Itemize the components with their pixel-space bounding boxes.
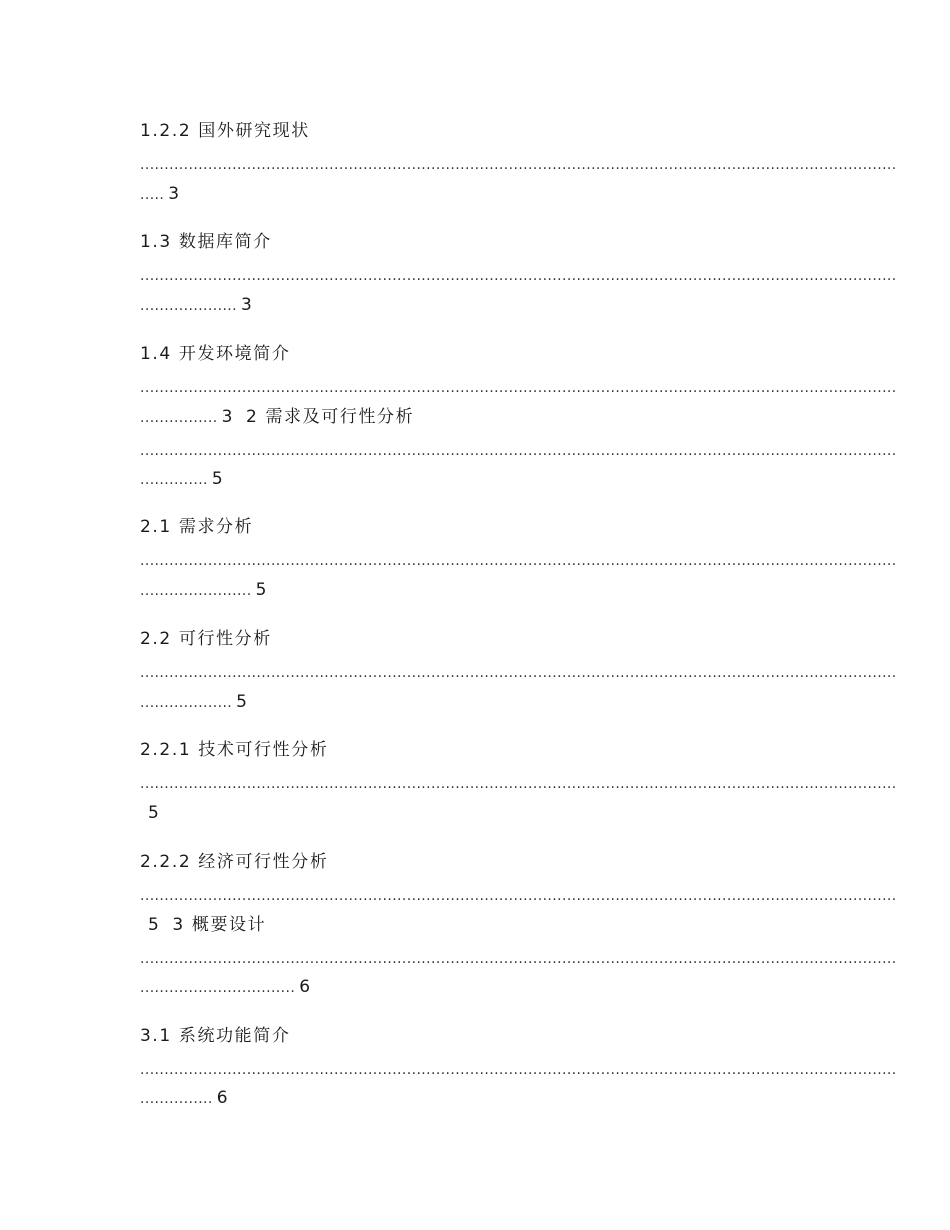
toc-leader-dots: ............................................................................................................................................................ xyxy=(140,888,897,904)
toc-entry-tail xyxy=(140,914,266,936)
toc-entry-title: 2 需求及可行性分析 xyxy=(246,407,415,427)
toc-entry-title: 1.3 数据库简介 xyxy=(140,232,272,252)
toc-leader-dots: ............................................................................................................................................................ xyxy=(140,776,897,792)
toc-leader-dots: .................... xyxy=(140,298,238,314)
toc-page-number: 5 xyxy=(148,915,161,935)
toc-leader-dots: ............................................................................................................................................................ xyxy=(140,665,897,681)
toc-entry-title: 2.2.2 经济可行性分析 xyxy=(140,852,329,872)
toc-leader-dots: ................................ xyxy=(140,980,296,996)
toc-leader-dots: .............. xyxy=(140,472,208,488)
toc-leader-dots: ................... xyxy=(140,695,233,711)
toc-page-number: 3 xyxy=(221,407,235,427)
toc-page-number: 6 xyxy=(299,977,312,997)
toc-entry-title: 2.1 需求分析 xyxy=(140,517,254,537)
toc-entry-tail xyxy=(140,1087,229,1110)
toc-entry-tail xyxy=(140,406,414,429)
toc-leader-dots: ............................................................................................................................................................ xyxy=(140,1062,897,1078)
toc-leader-dots: ..... xyxy=(140,187,165,203)
toc-entry-title: 1.2.2 国外研究现状 xyxy=(140,121,310,141)
toc-entry-tail xyxy=(140,294,253,317)
toc-page-number: 5 xyxy=(211,469,225,489)
toc-page-number: 3 xyxy=(168,184,181,204)
toc-entry-tail xyxy=(140,691,249,714)
toc-entry-tail xyxy=(140,976,312,999)
toc-entry-title: 1.4 开发环境简介 xyxy=(140,344,291,364)
toc-page-number: 5 xyxy=(255,580,268,600)
toc-entry-tail xyxy=(140,183,181,206)
toc-entry-title: 2.2.1 技术可行性分析 xyxy=(140,740,329,760)
toc-entry-title: 2.2 可行性分析 xyxy=(140,629,272,649)
toc-entry-title: 3 概要设计 xyxy=(172,915,267,935)
toc-leader-dots: ................ xyxy=(140,410,218,426)
toc-entry-tail xyxy=(140,802,160,824)
toc-leader-dots: ............................................................................................................................................................ xyxy=(140,553,897,569)
toc-entry-tail xyxy=(140,579,268,602)
toc-leader-dots: ............................................................................................................................................................ xyxy=(140,157,897,173)
toc-leader-dots: ............................................................................................................................................................ xyxy=(140,380,897,396)
toc-page-number: 3 xyxy=(241,295,254,315)
toc-leader-dots: ............................................................................................................................................................ xyxy=(140,268,897,284)
toc-entry-tail xyxy=(140,468,224,491)
toc-leader-dots: ............................................................................................................................................................ xyxy=(140,443,897,459)
toc-leader-dots: ............... xyxy=(140,1091,213,1107)
toc-leader-dots: ....................... xyxy=(140,583,252,599)
toc-page-number: 6 xyxy=(216,1088,230,1108)
toc-leader-dots: ............................................................................................................................................................ xyxy=(140,951,897,967)
toc-page-number: 5 xyxy=(148,803,161,823)
toc-page-number: 5 xyxy=(236,692,249,712)
toc-entry-title: 3.1 系统功能简介 xyxy=(140,1026,291,1046)
